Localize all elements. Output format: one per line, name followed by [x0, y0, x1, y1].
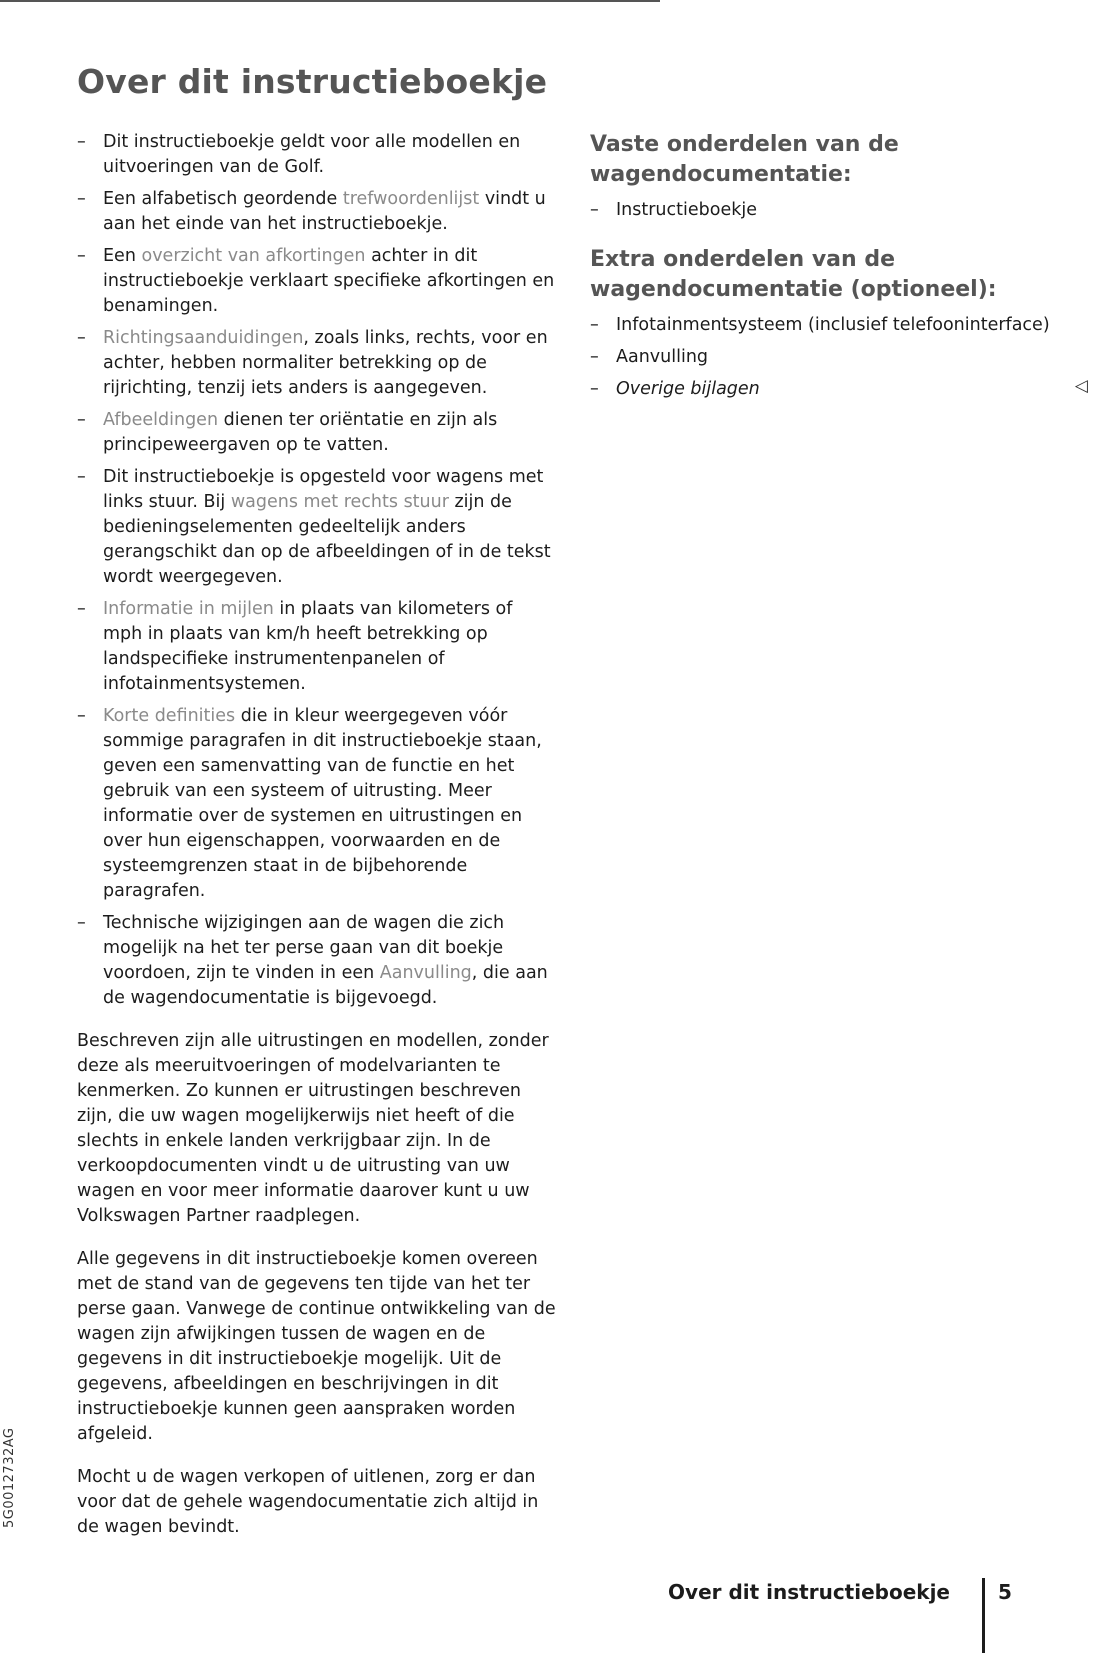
- highlighted-term: Afbeeldingen: [103, 410, 219, 430]
- bullet-text: achter in dit instructieboekje verklaart specifieke afkortingen en benamingen.: [103, 246, 555, 316]
- highlighted-term: Aanvulling: [379, 963, 472, 983]
- list-item: – Afbeeldingen dienen ter oriëntatie en zijn als principeweergaven op te vatten.: [77, 410, 498, 455]
- list-item: – Aanvulling: [590, 347, 709, 367]
- paragraph-equipment: Beschreven zijn alle uitrustingen en modellen, zonder deze als meeruitvoeringen of modelvarianten te kenmerken. Zo kunnen er uitrustingen beschreven zijn, die uw wagen mogelijkerwijs niet heeft of die slechts in enkele landen verkrijgbaar zijn. In de verkoopdocumenten vindt u de uitrusting van uw wagen en voor meer informatie daarover kunt u uw Volkswagen Partner raadplegen.: [77, 1031, 549, 1226]
- right-column: [590, 130, 1090, 409]
- highlighted-term: overzicht van afkortingen: [141, 246, 366, 266]
- footer-divider: [982, 1578, 985, 1653]
- bullet-text: Technische wijzigingen aan de wagen die zich mogelijk na het ter perse gaan van dit boekje voordoen, zijn te vinden in een: [103, 913, 505, 983]
- bullet-text: Een alfabetisch geordende: [103, 189, 343, 209]
- list-item: – Overige bijlagen: [590, 379, 760, 399]
- bullet-text: vindt u aan het einde van het instructieboekje.: [103, 189, 546, 234]
- left-column: [77, 130, 557, 1540]
- bullet-text: , zoals links, rechts, voor en achter, hebben normaliter betrekking op de rijrichting, tenzij iets anders is aangegeven.: [103, 328, 548, 398]
- bullet-text: Dit instructieboekje is opgesteld voor wagens met links stuur. Bij: [103, 467, 544, 512]
- page-number: 5: [998, 1580, 1012, 1604]
- highlighted-term: wagens met rechts stuur: [230, 492, 449, 512]
- bullet-text: Een: [103, 246, 142, 266]
- highlighted-term: Richtingsaanduidingen: [103, 328, 304, 348]
- list-item: – Korte definities die in kleur weergegeven vóór sommige paragrafen in dit instructieboekje staan, geven een samenvatting van de functie en het gebruik van een systeem of uitrusting. Meer informatie over de systemen en uitrustingen en over hun eigenschappen, voorwaarden en de systeemgrenzen staat in de bijbehorende paragrafen.: [77, 706, 542, 901]
- bullet-text: zijn de bedieningselementen gedeeltelijk anders gerangschikt dan op de afbeeldingen of in de tekst wordt weergegeven.: [103, 492, 551, 587]
- heading-optional-documentation: Extra onderdelen van de wagendocumentatie (optioneel):: [590, 247, 997, 302]
- fixed-documentation-list: [590, 198, 1090, 223]
- top-rule: [0, 0, 660, 2]
- list-item: – Informatie in mijlen in plaats van kilometers of mph in plaats van km/h heeft betrekking op landspecifieke instrumentenpanelen of infotainmentsystemen.: [77, 599, 513, 694]
- bullet-text: die in kleur weergegeven vóór sommige paragrafen in dit instructieboekje staan, geven een samenvatting van de functie en het gebruik van een systeem of uitrusting. Meer informatie over de systemen en uitrustingen en over hun eigenschappen, voorwaarden en de systeemgrenzen staat in de bijbehorende paragrafen.: [103, 706, 542, 901]
- list-item: – Een overzicht van afkortingen achter in dit instructieboekje verklaart specifieke afkortingen en benamingen.: [77, 246, 555, 316]
- list-item: – Een alfabetisch geordende trefwoordenlijst vindt u aan het einde van het instructieboekje.: [77, 189, 546, 234]
- info-bullet-list: [77, 130, 557, 1011]
- bullet-text: in plaats van kilometers of mph in plaats van km/h heeft betrekking op landspecifieke instrumentenpanelen of infotainmentsystemen.: [103, 599, 513, 694]
- paragraph-sale-lending: Mocht u de wagen verkopen of uitlenen, zorg er dan voor dat de gehele wagendocumentatie zich altijd in de wagen bevindt.: [77, 1467, 539, 1537]
- highlighted-term: trefwoordenlijst: [342, 189, 480, 209]
- bullet-text: Dit instructieboekje geldt voor alle modellen en uitvoeringen van de Golf.: [103, 132, 521, 177]
- list-item: – Infotainmentsysteem (inclusief telefooninterface): [590, 315, 1050, 335]
- list-item: – Richtingsaanduidingen, zoals links, rechts, voor en achter, hebben normaliter betrekking op de rijrichting, tenzij iets anders is aangegeven.: [77, 328, 548, 398]
- paragraph-data-validity: Alle gegevens in dit instructieboekje komen overeen met de stand van de gegevens ten tijde van het ter perse gaan. Vanwege de continue ontwikkeling van de wagen zijn afwijkingen tussen de wagen en de gegevens in dit instructieboekje mogelijk. Uit de gegevens, afbeeldingen en beschrijvingen in dit instructieboekje kunnen geen aanspraken worden afgeleid.: [77, 1249, 556, 1444]
- page-title: Over dit instructieboekje: [77, 62, 548, 101]
- list-item: – Dit instructieboekje is opgesteld voor wagens met links stuur. Bij wagens met rechts stuur zijn de bedieningselementen gedeeltelijk anders gerangschikt dan op de afbeeldingen of in de tekst wordt weergegeven.: [77, 467, 551, 587]
- footer-title: Over dit instructieboekje: [668, 1580, 950, 1604]
- document-code: 5G0012732AG: [2, 1427, 17, 1528]
- bullet-text: dienen ter oriëntatie en zijn als principeweergaven op te vatten.: [103, 410, 498, 455]
- list-item: – Dit instructieboekje geldt voor alle modellen en uitvoeringen van de Golf.: [77, 132, 521, 177]
- optional-documentation-list: [590, 313, 1090, 402]
- bullet-text: , die aan de wagendocumentatie is bijgevoegd.: [103, 963, 548, 1008]
- list-item: – Technische wijzigingen aan de wagen die zich mogelijk na het ter perse gaan van dit boekje voordoen, zijn te vinden in een Aanvulling, die aan de wagendocumentatie is bijgevoegd.: [77, 913, 548, 1008]
- highlighted-term: Korte definities: [103, 706, 236, 726]
- heading-fixed-documentation: Vaste onderdelen van de wagendocumentatie:: [590, 132, 899, 187]
- section-end-triangle-icon: ◁: [1074, 376, 1088, 396]
- list-item: – Instructieboekje: [590, 200, 757, 220]
- highlighted-term: Informatie in mijlen: [103, 599, 274, 619]
